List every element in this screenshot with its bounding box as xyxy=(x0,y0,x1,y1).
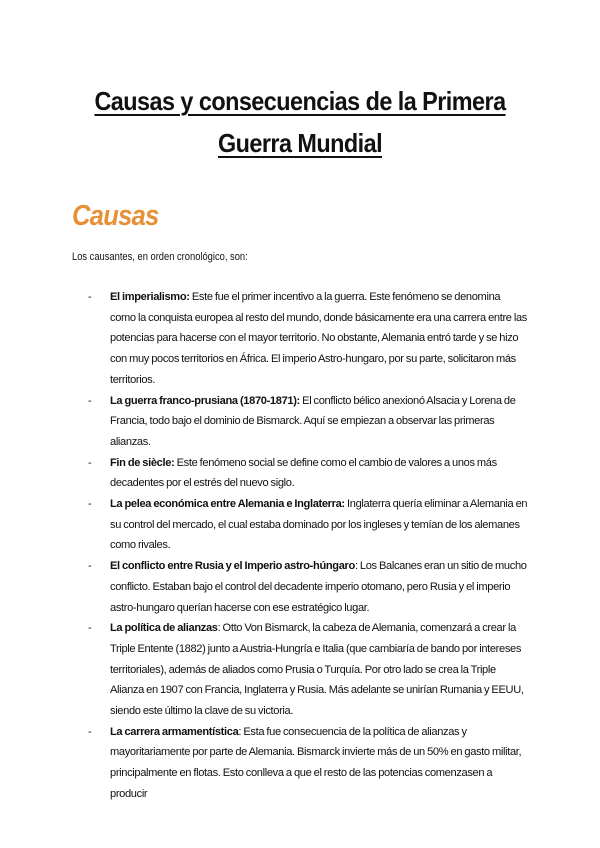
list-item-text xyxy=(110,453,528,494)
list-item-text xyxy=(110,494,528,556)
list-item-body: Este fenómeno social se define como el cambio de valores a unos más decadentes por el estrés del nuevo siglo. xyxy=(110,456,497,490)
list-item xyxy=(72,453,528,494)
page-title xyxy=(84,80,516,164)
list-item-term: Fin de siècle: xyxy=(110,456,175,469)
list-item-term: La carrera armamentística xyxy=(110,725,239,738)
list-bullet: - xyxy=(88,394,92,407)
list-item-body: : Esta fue consecuencia de la política de alianzas y mayoritariamente por parte de Alemania. Bismarck invierte más de un 50% en gasto militar, principalmente en flotas. Esto conlleva a que el resto de las potencias comenzasen a producir xyxy=(110,725,522,800)
list-item-text xyxy=(110,391,528,453)
list-item-body: : Los Balcanes eran un sitio de mucho conflicto. Estaban bajo el control del decadente imperio otomano, pero Rusia y el imperio astro-hungaro querían hacerse con ese estratégico lugar. xyxy=(110,560,527,614)
list-item-body: Inglaterra quería eliminar a Alemania en su control del mercado, el cual estaba dominado por los ingleses y temían de los alemanes como rivales. xyxy=(110,498,528,552)
list-item-term: La pelea económica entre Alemania e Inglaterra: xyxy=(110,498,345,511)
list-item xyxy=(72,556,528,618)
list-bullet: - xyxy=(88,725,92,738)
list-item-term: La guerra franco-prusiana (1870-1871): xyxy=(110,394,300,407)
section-heading: Causas xyxy=(72,200,159,232)
list-item-term: La política de alianzas xyxy=(110,622,218,635)
list-item xyxy=(72,391,528,453)
list-item-text xyxy=(110,722,528,805)
list-item xyxy=(72,494,528,556)
list-bullet: - xyxy=(88,498,92,511)
list-item-text xyxy=(110,618,528,722)
list-bullet: - xyxy=(88,291,92,303)
section-intro: Los causantes, en orden cronológico, son: xyxy=(72,251,248,263)
list-item xyxy=(72,722,528,805)
list-bullet: - xyxy=(88,560,92,573)
list-item-text xyxy=(110,287,528,391)
list-item xyxy=(72,618,528,722)
page-title-text: Causas y consecuencias de la Primera Guerra Mundial xyxy=(94,86,506,158)
list-item-body: El conflicto bélico anexionó Alsacia y Lorena de Francia, todo bajo el dominio de Bismarck. Aquí se empiezan a observar las primeras alianzas. xyxy=(110,394,516,448)
list-item-body: : Otto Von Bismarck, la cabeza de Alemania, comenzará a crear la Triple Entente (1882) junto a Austria-Hungría e Italia (que cambiaría de bando por intereses territoriales), además de aliados como Prusia o Turquía. Por otro lado se crea la Triple Alianza en 1907 con Francia, Inglaterra y Rusia. Más adelante se unirían Rumania y EEUU, siendo este último la clave de su victoria. xyxy=(110,622,524,718)
list-bullet: - xyxy=(88,456,92,469)
list-item-term: El conflicto entre Rusia y el Imperio astro-húngaro xyxy=(110,560,355,573)
list-bullet: - xyxy=(88,622,92,635)
list-item-body: Este fue el primer incentivo a la guerra. Este fenómeno se denomina como la conquista europea al resto del mundo, donde básicamente era una carrera entre las potencias para hacerse con el mayor territorio. No obstante, Alemania entró tarde y se hizo con muy pocos territorios en África. El imperio Astro-hungaro, por su parte, solicitaron más territorios. xyxy=(110,291,527,386)
list-item-term: El imperialismo: xyxy=(110,291,190,303)
list-item-text xyxy=(110,556,528,618)
causes-list xyxy=(72,287,528,805)
list-item xyxy=(72,287,528,391)
